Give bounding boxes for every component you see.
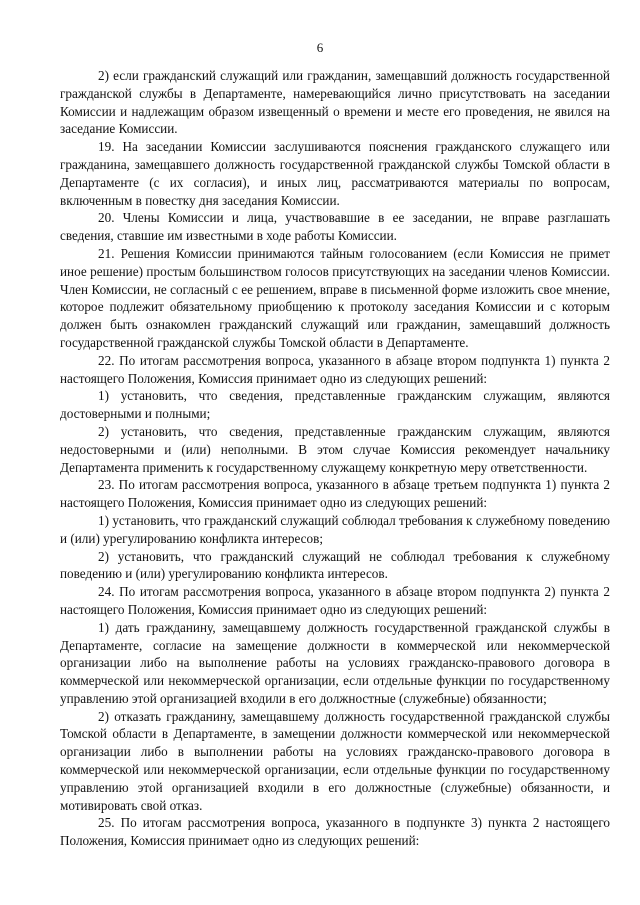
paragraph: 1) дать гражданину, замещавшему должность государственной гражданской службы в Департаменте, согласие на замещение должности в коммерческой или некоммерческой организации либо на выполнение работы на условиях гражданско-правового договора в коммерческой или некоммерческой организации, если отдельные функции по государственному управлению этой организацией входили в его должностные (служебные) обязанности;	[60, 619, 610, 706]
paragraph: 21. Решения Комиссии принимаются тайным голосованием (если Комиссия не примет иное решение) простым большинством голосов присутствующих на заседании членов Комиссии. Член Комиссии, не согласный с ее решением, вправе в письменной форме изложить свое мнение, которое подлежит обязательному приобщению к протоколу заседания Комиссии и с которым должен быть ознакомлен гражданский служащий или гражданин, замещавший должность государственной гражданской службы Томской области в Департаменте.	[60, 245, 610, 350]
paragraph: 2) установить, что гражданский служащий не соблюдал требования к служебному поведению и (или) урегулированию конфликта интересов.	[60, 548, 610, 582]
paragraph: 25. По итогам рассмотрения вопроса, указанного в подпункте 3) пункта 2 настоящего Положения, Комиссия принимает одно из следующих решений:	[60, 815, 610, 849]
paragraph: 19. На заседании Комиссии заслушиваются пояснения гражданского служащего или гражданина, замещавшего должность государственной гражданской службы Томской области в Департаменте (с их согласия), и иных лиц, рассматриваются материалы по вопросам, включенным в повестку дня заседания Комиссии.	[60, 139, 610, 208]
paragraph: 2) отказать гражданину, замещавшему должность государственной гражданской службы Томской области в Департаменте, в замещении должности коммерческой или некоммерческой организации либо в выполнении работы на условиях гражданско-правового договора в коммерческой или некоммерческой организации, если отдельные функции по государственному управлению этой организацией входили в его должностные (служебные) обязанности, и мотивировать свой отказ.	[60, 708, 610, 813]
document-body	[60, 67, 610, 850]
paragraph: 24. По итогам рассмотрения вопроса, указанного в абзаце втором подпункта 2) пункта 2 настоящего Положения, Комиссия принимает одно из следующих решений:	[60, 584, 610, 617]
paragraph: 1) установить, что сведения, представленные гражданским служащим, являются достоверными и полными;	[60, 388, 610, 422]
paragraph: 2) установить, что сведения, представленные гражданским служащим, являются недостоверными и (или) неполными. В этом случае Комиссия рекомендует начальнику Департамента применить к государственному служащему конкретную меру ответственности.	[60, 423, 610, 475]
page-number: 6	[316, 40, 324, 55]
paragraph: 23. По итогам рассмотрения вопроса, указанного в абзаце третьем подпункта 1) пункта 2 настоящего Положения, Комиссия принимает одно из следующих решений:	[60, 477, 610, 511]
paragraph: 1) установить, что гражданский служащий соблюдал требования к служебному поведению и (или) урегулированию конфликта интересов;	[60, 512, 610, 546]
paragraph: 22. По итогам рассмотрения вопроса, указанного в абзаце втором подпункта 1) пункта 2 настоящего Положения, Комиссия принимает одно из следующих решений:	[60, 352, 610, 386]
paragraph: 20. Члены Комиссии и лица, участвовавшие в ее заседании, не вправе разглашать сведения, ставшие им известными в ходе работы Комиссии.	[60, 210, 610, 244]
paragraph: 2) если гражданский служащий или гражданин, замещавший должность государственной гражданской службы в Департаменте, намеревающийся лично присутствовать на заседании Комиссии и надлежащим образом извещенный о времени и месте его проведения, не явился на заседание Комиссии.	[60, 68, 610, 137]
